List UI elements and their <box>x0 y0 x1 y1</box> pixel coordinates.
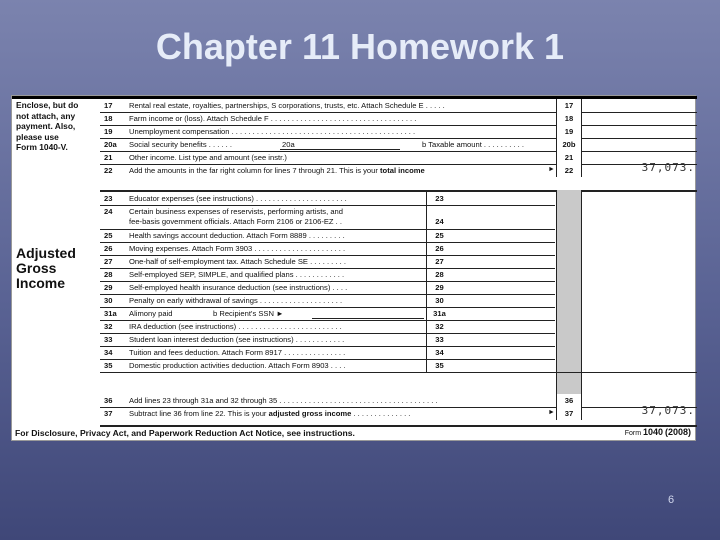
line-box-label: 24 <box>426 205 452 229</box>
adjusted-gross-income-label <box>16 246 100 291</box>
form-line-32 <box>100 320 697 333</box>
line-description: Social security benefits . . . . . . <box>129 140 232 149</box>
inner-field-label: 20a <box>282 140 295 149</box>
line-description: Self-employed SEP, SIMPLE, and qualified plans . . . . . . . . . . . . <box>129 270 345 279</box>
line-box-label: 34 <box>426 346 452 359</box>
agi-line-label: adjusted gross income <box>268 409 352 418</box>
line-box-label: 19 <box>556 125 582 138</box>
row-divider <box>100 372 697 373</box>
line-box-label: 30 <box>426 294 452 307</box>
form-line-28 <box>100 268 697 281</box>
side-note-line: not attach, any <box>16 110 76 121</box>
line-number: 25 <box>104 231 113 240</box>
section-divider <box>100 425 697 427</box>
form-line-19 <box>100 125 697 138</box>
social-security-input-line[interactable] <box>280 149 400 150</box>
line-number: 29 <box>104 283 113 292</box>
form-prefix: Form <box>624 430 642 437</box>
line-number: 17 <box>104 101 113 110</box>
line-number: 37 <box>104 409 113 418</box>
tax-form-1040-excerpt <box>11 95 696 441</box>
form-line-27 <box>100 255 697 268</box>
form-line-34 <box>100 346 697 359</box>
line-description: Self-employed health insurance deduction (see instructions) . . . . <box>129 283 348 292</box>
line-box-label: 28 <box>426 268 452 281</box>
side-note-line: payment. Also, <box>16 121 76 132</box>
side-note-line: please use <box>16 131 59 142</box>
line-box-label: 33 <box>426 333 452 346</box>
recipient-ssn-input-line[interactable] <box>312 318 424 319</box>
form-line-37 <box>100 404 697 420</box>
line-description: Educator expenses (see instructions) . . . . . . . . . . . . . . . . . . . . . . <box>129 194 347 203</box>
line-description: One-half of self-employment tax. Attach Schedule SE . . . . . . . . . <box>129 257 346 266</box>
side-note-line: Enclose, but do <box>16 100 79 110</box>
line-number: 24 <box>104 207 113 216</box>
line-box-label: 32 <box>426 320 452 333</box>
disclosure-notice: For Disclosure, Privacy Act, and Paperwork Reduction Act Notice, see instructions. <box>15 428 355 438</box>
line-number: 35 <box>104 361 113 370</box>
line-box-label: 25 <box>426 229 452 242</box>
arrow-right-icon: ► <box>548 409 555 416</box>
line-number: 32 <box>104 322 113 331</box>
line-number: 34 <box>104 348 113 357</box>
line-number: 36 <box>104 396 113 405</box>
line-number: 19 <box>104 127 113 136</box>
line-description: Tuition and fees deduction. Attach Form 8917 . . . . . . . . . . . . . . . <box>129 348 346 357</box>
taxable-amount-label: b Taxable amount . . . . . . . . . . <box>422 140 525 149</box>
line-description: Other income. List type and amount (see instr.) <box>129 153 287 162</box>
line-box-label: 26 <box>426 242 452 255</box>
form-line-30 <box>100 294 697 307</box>
form-line-25 <box>100 229 697 242</box>
form-line-33 <box>100 333 697 346</box>
agi-label-line: Income <box>16 275 66 291</box>
agi-label-line: Adjusted <box>16 245 76 261</box>
arrow-right-icon: ► <box>548 166 555 173</box>
line-box-label: 37 <box>556 407 582 420</box>
form-number: 1040 <box>643 427 664 437</box>
line-description: Health savings account deduction. Attach Form 8889 . . . . . . . . . <box>129 231 345 240</box>
leader-dots: . . . . . . . . . . . . . . <box>353 409 411 418</box>
line-description-cont: fee-basis government officials. Attach Form 2106 or 2106-EZ . . <box>129 217 343 226</box>
line-description: Domestic production activities deduction. Attach Form 8903 . . . . <box>129 361 346 370</box>
line-number: 18 <box>104 114 113 123</box>
form-line-17 <box>100 99 697 112</box>
line-box-label: 23 <box>426 192 452 205</box>
line-box-label: 36 <box>556 394 582 407</box>
form-line-35 <box>100 359 697 372</box>
form-line-24 <box>100 205 697 229</box>
line-description: Farm income or (loss). Attach Schedule F . . . . . . . . . . . . . . . . . . . . . . . . . . . . . . . . . . . <box>129 114 417 123</box>
line-number: 30 <box>104 296 113 305</box>
form-line-31a <box>100 307 697 320</box>
line-description: Penalty on early withdrawal of savings . . . . . . . . . . . . . . . . . . . . <box>129 296 343 305</box>
line-description: Student loan interest deduction (see instructions) . . . . . . . . . . . . <box>129 335 345 344</box>
line-number: 20a <box>104 140 117 149</box>
line-description: Add lines 23 through 31a and 32 through 35 . . . . . . . . . . . . . . . . . . . . . . . . . . . . . . . . . . . . . . <box>129 396 438 405</box>
line-description: Moving expenses. Attach Form 3903 . . . . . . . . . . . . . . . . . . . . . . <box>129 244 346 253</box>
line-box-label: 17 <box>556 99 582 112</box>
line-number: 21 <box>104 153 113 162</box>
form-line-29 <box>100 281 697 294</box>
line-description: Add the amounts in the far right column for lines 7 through 21. This is your <box>129 166 378 175</box>
line-description: IRA deduction (see instructions) . . . . . . . . . . . . . . . . . . . . . . . . . <box>129 322 342 331</box>
form-line-23 <box>100 192 697 205</box>
line-box-label: 20b <box>556 138 582 151</box>
slide-number: 6 <box>668 494 675 506</box>
line-box-label: 29 <box>426 281 452 294</box>
line-description: Alimony paid <box>129 309 173 318</box>
recipient-ssn-label: b Recipient's SSN ► <box>213 309 284 318</box>
form-line-22 <box>100 161 697 177</box>
line-description: Subtract line 36 from line 22. This is your <box>129 409 267 418</box>
line-box-label: 31a <box>426 307 452 320</box>
payment-side-note <box>16 100 100 153</box>
line-number: 28 <box>104 270 113 279</box>
line-description: Unemployment compensation . . . . . . . . . . . . . . . . . . . . . . . . . . . . . . . . . . . . . . . . . . . . <box>129 127 416 136</box>
adjusted-gross-income-amount[interactable]: 37,073. <box>641 404 695 417</box>
line-number: 33 <box>104 335 113 344</box>
form-identifier <box>625 427 691 437</box>
agi-label-line: Gross <box>16 260 57 276</box>
line-number: 31a <box>104 309 117 318</box>
form-line-20 <box>100 138 697 151</box>
side-note-line: Form 1040-V. <box>16 142 68 153</box>
line-description: Certain business expenses of reservists, performing artists, and <box>129 207 343 216</box>
slide-title: Chapter 11 Homework 1 <box>155 26 565 67</box>
line-box-label: 18 <box>556 112 582 125</box>
line-description: Rental real estate, royalties, partnerships, S corporations, trusts, etc. Attach Schedule E . . . . . <box>129 101 445 110</box>
line-box-label: 22 <box>556 164 582 177</box>
total-income-amount[interactable]: 37,073. <box>641 161 695 174</box>
line-box-label: 21 <box>556 151 582 164</box>
form-line-18 <box>100 112 697 125</box>
line-box-label: 35 <box>426 359 452 372</box>
line-number: 22 <box>104 166 113 175</box>
total-income-label: total income <box>380 166 425 175</box>
line-number: 26 <box>104 244 113 253</box>
form-line-26 <box>100 242 697 255</box>
form-year: (2008) <box>664 427 691 437</box>
line-box-label: 27 <box>426 255 452 268</box>
line-number: 27 <box>104 257 113 266</box>
line-number: 23 <box>104 194 113 203</box>
